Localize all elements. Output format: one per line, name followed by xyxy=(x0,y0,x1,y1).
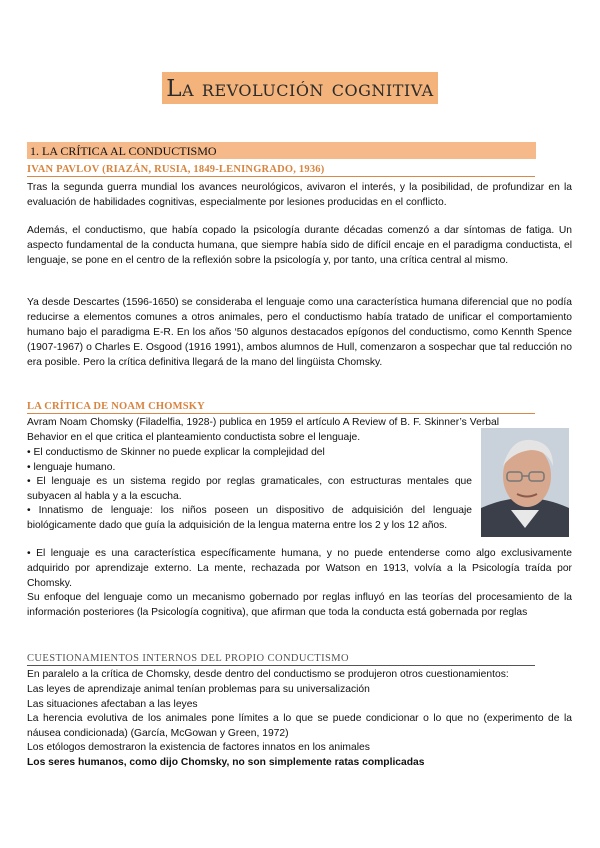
section-heading: 1. LA CRÍTICA AL CONDUCTISMO xyxy=(30,144,217,158)
subheading-internal: CUESTIONAMIENTOS INTERNOS DEL PROPIO CONDUCTISMO xyxy=(27,652,535,666)
bullet-1a: • El conductismo de Skinner no puede explicar la complejidad del xyxy=(27,447,325,458)
bullet-2: • El lenguaje es un sistema regido por reglas gramaticales, con estructuras mentales que subyacen al habla y a la escucha. xyxy=(27,476,472,502)
subheading-pavlov: IVAN PAVLOV (RIAZÁN, RUSIA, 1849-LENINGRADO, 1936) xyxy=(27,163,535,177)
internal-line-6: Los seres humanos, como dijo Chomsky, no son simplemente ratas complicadas xyxy=(27,757,425,768)
internal-line-5: Los etólogos demostraron la existencia de factores innatos en los animales xyxy=(27,742,370,753)
chomsky-photo xyxy=(481,428,569,537)
paragraph-1: Tras la segunda guerra mundial los avances neurológicos, avivaron el interés, y la posibilidad, de profundizar en la evaluación de habilidades cognitivas, especialmente por lesiones producidas en el conflicto. xyxy=(27,182,572,208)
section-heading-bar xyxy=(27,142,536,159)
chomsky-closing: Su enfoque del lenguaje como un mecanismo gobernado por reglas influyó en las teorías del procesamiento de la información posteriores (la Psicología cognitiva), que afirman que toda la conducta está gobernada por reglas xyxy=(27,592,572,618)
bullet-3: • Innatismo de lenguaje: los niños poseen un dispositivo de adquisición del lenguaje biológicamente dado que guía la adquisición de la lengua materna entre los 2 y los 12 años. xyxy=(27,505,472,531)
portrait-image xyxy=(481,428,569,537)
internal-line-3: Las situaciones afectaban a las leyes xyxy=(27,699,198,710)
internal-line-1: En paralelo a la crítica de Chomsky, desde dentro del conductismo se produjeron otros cuestionamientos: xyxy=(27,669,509,680)
bullet-1b: • lenguaje humano. xyxy=(27,462,116,473)
paragraph-3: Ya desde Descartes (1596-1650) se consideraba el lenguaje como una característica humana diferencial que no podía reducirse a elementos comunes a otros animales, pero el conductismo había tratado de unificar el comportamiento humano bajo el paradigma E-R. En los años ‘50 algunos destacados epígonos del conductismo, como Kennth Spence (1907-1967) o Charles E. Osgood (1916 1991), ambos alumnos de Hull, comenzaron a sospechar que tal reducción no era posible. Pero la crítica definitiva llegará de la mano del lingüista Chomsky. xyxy=(27,297,572,368)
title-wrap xyxy=(0,72,600,104)
paragraph-2: Además, el conductismo, que había copado la psicología durante décadas comenzó a dar síntomas de fatiga. Un aspecto fundamental de la conducta humana, que siempre había sido de difícil encaje en el paradigma conductista, el lenguaje, se pone en el centro de la reflexión sobre la psicología y, por tanto, una crítica central al mismo. xyxy=(27,225,572,266)
chomsky-intro: Avram Noam Chomsky (Filadelfia, 1928-) publica en 1959 el artículo A Review of B. F. Skinner’s Verbal Behavior en el que critica el planteamiento conductista sobre el lenguaje. xyxy=(27,417,499,443)
page-title: La revolución cognitiva xyxy=(162,72,437,104)
internal-line-2: Las leyes de aprendizaje animal tenían problemas para su universalización xyxy=(27,684,370,695)
bullet-4: • El lenguaje es una característica específicamente humana, y no puede entenderse como algo exclusivamente adquirido por aprendizaje externo. La mente, rechazada por Watson en 1913, volvía a la Psicología traída por Chomsky. xyxy=(27,548,572,589)
internal-line-4: La herencia evolutiva de los animales pone límites a lo que se puede condicionar o lo que no (experimento de la náusea condicionada) (García, McGowan y Green, 1972) xyxy=(27,713,572,739)
subheading-chomsky: LA CRÍTICA DE NOAM CHOMSKY xyxy=(27,400,535,414)
